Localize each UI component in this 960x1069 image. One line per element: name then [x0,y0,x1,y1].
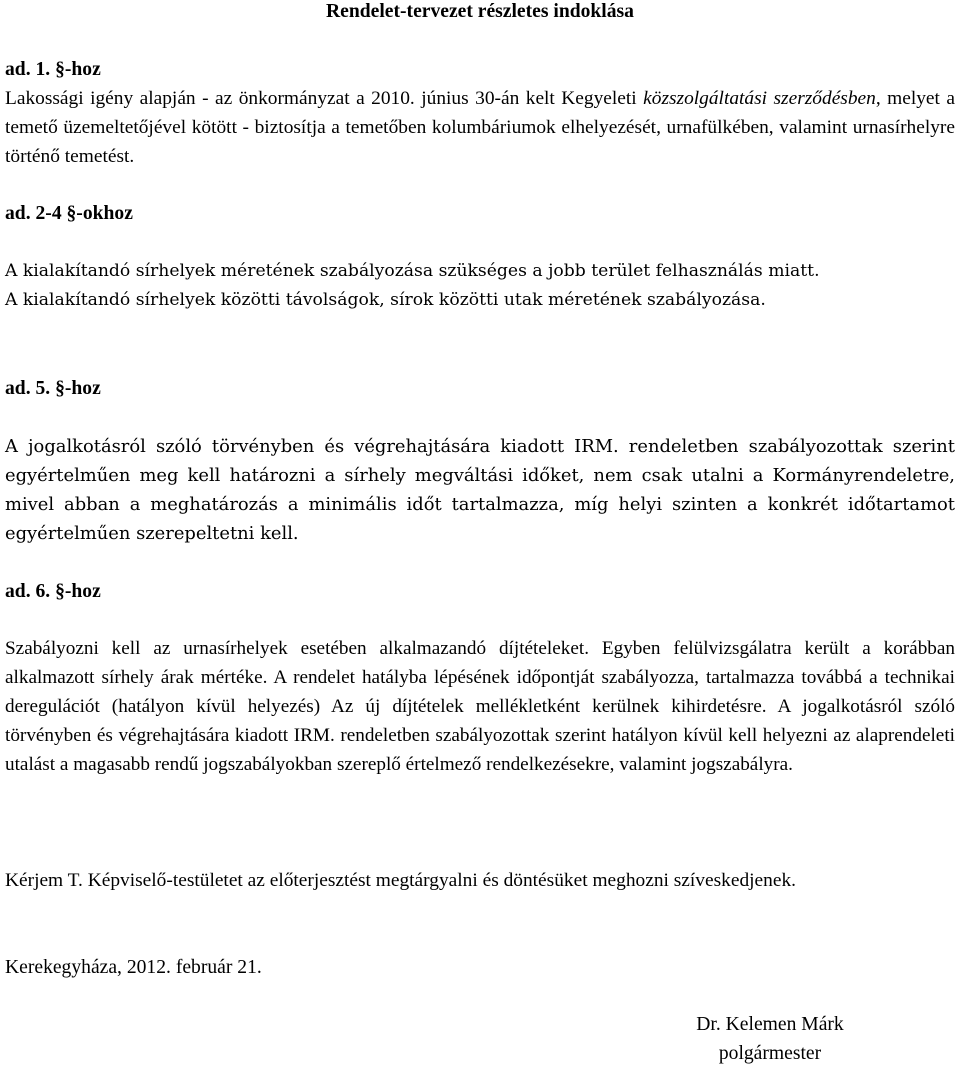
paragraph-text: Lakossági igény alapján - az önkormányzat a 2010. június 30-án kelt Kegyeleti [5,88,644,109]
paragraph-text: , melyet a temető üzemeltetőjével kötött - biztosítja a temetőben kolumbáriumok elhelyezését, urnafülkében, valamint urnasírhelyre történő temetést. [5,88,955,167]
section-heading-1: ad. 1. §-hoz [5,59,101,80]
document-title: Rendelet-tervezet részletes indoklása [326,1,634,22]
section-heading-5: ad. 5. §-hoz [5,378,101,399]
section-heading-2: ad. 2-4 §-okhoz [5,203,133,224]
section-paragraph-5: A jogalkotásról szóló törvényben és végrehajtására kiadott IRM. rendeletben szabályozottak szerint egyértelműen meg kell határozni a sírhely megváltási időket, nem csak utalni a Kormányrendeletre, mivel abban a meghatározás a minimális időt tartalmazza, míg helyi szinten a konkrét időtartamot egyértelműen szerepeltetni kell. [5,436,955,544]
section-paragraph-2a: A kialakítandó sírhelyek méretének szabályozása szükséges a jobb terület felhasználás miatt. [5,261,820,281]
section-paragraph-2b: A kialakítandó sírhelyek közötti távolságok, sírok közötti utak méretének szabályozása. [5,290,766,310]
signature-name: Dr. Kelemen Márk [696,1014,844,1035]
section-heading-6: ad. 6. §-hoz [5,581,101,602]
section-paragraph-6: Szabályozni kell az urnasírhelyek esetében alkalmazandó díjtételeket. Egyben felülvizsgálatra került a korábban alkalmazott sírhely árak mértéke. A rendelet hatályba lépésének időpontját szabályozza, tartalmazza továbbá a technikai deregulációt (hatályon kívül helyezés) Az új díjtételek mellékletként kerülnek kihirdetésre. A jogalkotásról szóló törvényben és végrehajtására kiadott IRM. rendeletben szabályozottak szerint hatályon kívül kell helyezni az alaprendeleti utalást a magasabb rendű jogszabályokban szereplő értelmező rendelkezésekre, valamint jogszabályra. [5,638,955,775]
signature-role: polgármester [718,1043,822,1064]
section-paragraph-1 [5,84,955,171]
paragraph-italic-text: közszolgáltatási szerződésben [643,88,876,109]
closing-request: Kérjem T. Képviselő-testületet az előterjesztést megtárgyalni és döntésüket meghozni szíveskedjenek. [5,870,796,891]
place-date: Kerekegyháza, 2012. február 21. [5,957,262,978]
